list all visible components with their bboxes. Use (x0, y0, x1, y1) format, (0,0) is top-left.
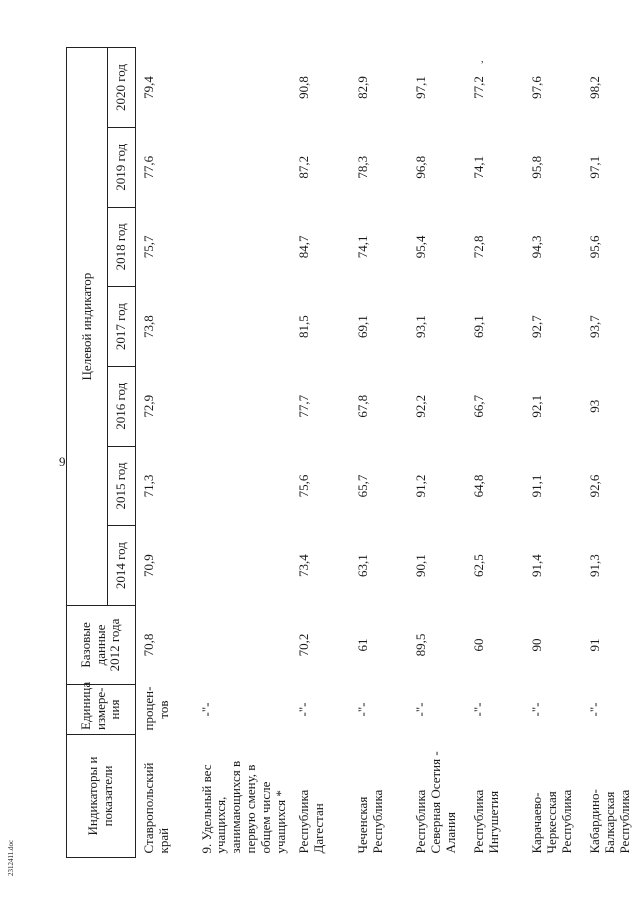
year-value-cell: 74,1 (471, 155, 487, 179)
year-value-cell: 73,8 (141, 315, 156, 338)
year-value-cell: 66,7 (471, 394, 487, 418)
year-value-cell (194, 48, 292, 128)
indicator-cell: Ставропольский край (141, 762, 171, 854)
year-value-cell: 97,6 (529, 76, 545, 99)
base-value-cell: 70,8 (141, 633, 156, 657)
base-value-cell: 70,2 (296, 633, 312, 657)
unit-cell: -"- (355, 702, 371, 717)
unit-cell: -"- (471, 702, 487, 717)
year-value-cell: 96,8 (413, 155, 429, 179)
year-value-cell: 69,1 (355, 315, 371, 338)
header-year: 2015 год (108, 446, 136, 526)
base-value-cell: 61 (355, 638, 371, 652)
table-row (582, 48, 640, 858)
year-value-cell: 95,8 (529, 155, 545, 179)
year-value-cell: 75,7 (141, 235, 156, 259)
base-value-cell: 89,5 (413, 633, 429, 657)
year-value-cell: 74,1 (355, 235, 371, 259)
year-value-cell (194, 287, 292, 367)
year-value-cell: 77,6 (141, 155, 156, 179)
indicator-cell: Республика Северная Осетия - Алания (413, 751, 458, 854)
year-value-cell: 91,1 (529, 474, 545, 498)
unit-cell: процен-тов (141, 686, 171, 731)
year-value-cell: 91,3 (587, 554, 603, 578)
header-indicators: Индикаторы и показатели (67, 735, 136, 858)
base-value-cell: 90 (529, 638, 545, 652)
year-value-cell: 72,9 (141, 394, 156, 418)
year-value-cell: 93 (587, 399, 603, 413)
document-file-id: 2312411.doc (7, 839, 15, 876)
indicator-cell: Республика Ингушетия (471, 789, 502, 854)
year-value-cell: 92,6 (587, 474, 603, 498)
year-value-cell: 79,4 (141, 76, 156, 99)
year-value-cell: 87,2 (296, 155, 312, 179)
year-value-cell: 73,4 (296, 554, 312, 578)
year-value-cell: 67,8 (355, 394, 371, 418)
header-year: 2019 год (108, 127, 136, 207)
unit-cell: -"- (529, 702, 545, 717)
year-value-cell: 92,7 (529, 315, 545, 338)
unit-cell: -"- (296, 702, 312, 717)
year-value-cell: 93,1 (413, 315, 429, 338)
year-value-cell: 70,9 (141, 554, 156, 578)
year-value-cell: 71,3 (141, 474, 156, 498)
base-value-cell: 91 (587, 638, 603, 652)
table-row (350, 48, 408, 858)
table-row (524, 48, 582, 858)
year-value-cell: 62,5 (471, 554, 487, 578)
header-year: 2017 год (108, 287, 136, 367)
year-value-cell: 98,2 (587, 76, 603, 99)
header-year: 2014 год (108, 526, 136, 606)
base-value-cell (194, 606, 292, 685)
header-target-indicator: Целевой индикатор (67, 48, 108, 606)
header-year: 2018 год (108, 207, 136, 287)
year-value-cell: 84,7 (296, 235, 312, 259)
year-value-cell: 75,6 (296, 474, 312, 498)
unit-cell: -"- (413, 702, 429, 717)
year-value-cell: 81,5 (296, 315, 312, 338)
table-row (194, 48, 292, 858)
year-value-cell: 72,8 (471, 235, 487, 259)
year-value-cell: 69,1 (471, 315, 487, 338)
year-value-cell: 65,7 (355, 474, 371, 498)
table-row (466, 48, 524, 858)
header-year: 2020 год (108, 48, 136, 128)
year-value-cell: 64,8 (471, 474, 487, 498)
header-base-data: Базовые данные 2012 года (67, 606, 136, 685)
year-value-cell: 90,8 (296, 76, 312, 99)
year-value-cell: 93,7 (587, 315, 603, 338)
year-value-cell: 63,1 (355, 554, 371, 578)
table-row (136, 48, 194, 858)
year-value-cell: 95,6 (587, 235, 603, 259)
year-value-cell: 92,1 (529, 394, 545, 418)
header-year: 2016 год (108, 366, 136, 446)
year-value-cell (194, 366, 292, 446)
unit-cell: -"- (587, 702, 603, 717)
year-value-cell: 82,9 (355, 76, 371, 99)
year-value-cell: 95,4 (413, 235, 429, 259)
stray-mark: , (481, 54, 484, 65)
indicator-cell: Республика Дагестан (296, 789, 327, 854)
table-row (291, 48, 350, 858)
indicator-cell: Кабардино-Балкарская Республика (587, 789, 632, 854)
unit-cell: -"- (198, 702, 214, 717)
indicator-cell: Чеченская Республика (355, 789, 386, 854)
year-value-cell: 97,1 (413, 76, 429, 99)
header-unit: Единица измере-ния (67, 685, 136, 735)
year-value-cell: 92,2 (413, 394, 429, 418)
indicator-cell: 9. Удельный вес учащихся, занимающихся в первую смену, в общем числе учащихся * (198, 760, 289, 854)
base-value-cell: 60 (471, 638, 487, 652)
target-indicators-table (66, 47, 640, 858)
year-value-cell (194, 207, 292, 287)
year-value-cell: 90,1 (413, 554, 429, 578)
year-value-cell (194, 526, 292, 606)
rotated-table-container (66, 48, 632, 858)
year-value-cell: 78,3 (355, 155, 371, 179)
year-value-cell: 91,2 (413, 474, 429, 498)
year-value-cell: 97,1 (587, 155, 603, 179)
year-value-cell: 91,4 (529, 554, 545, 578)
year-value-cell (194, 127, 292, 207)
year-value-cell: 77,2 (471, 76, 487, 99)
indicator-cell: Карачаево-Черкесская Республика (529, 789, 574, 854)
table-row (408, 48, 466, 858)
year-value-cell (194, 446, 292, 526)
page-number: 9 (59, 454, 66, 469)
year-value-cell: 94,3 (529, 235, 545, 259)
year-value-cell: 77,7 (296, 394, 312, 418)
